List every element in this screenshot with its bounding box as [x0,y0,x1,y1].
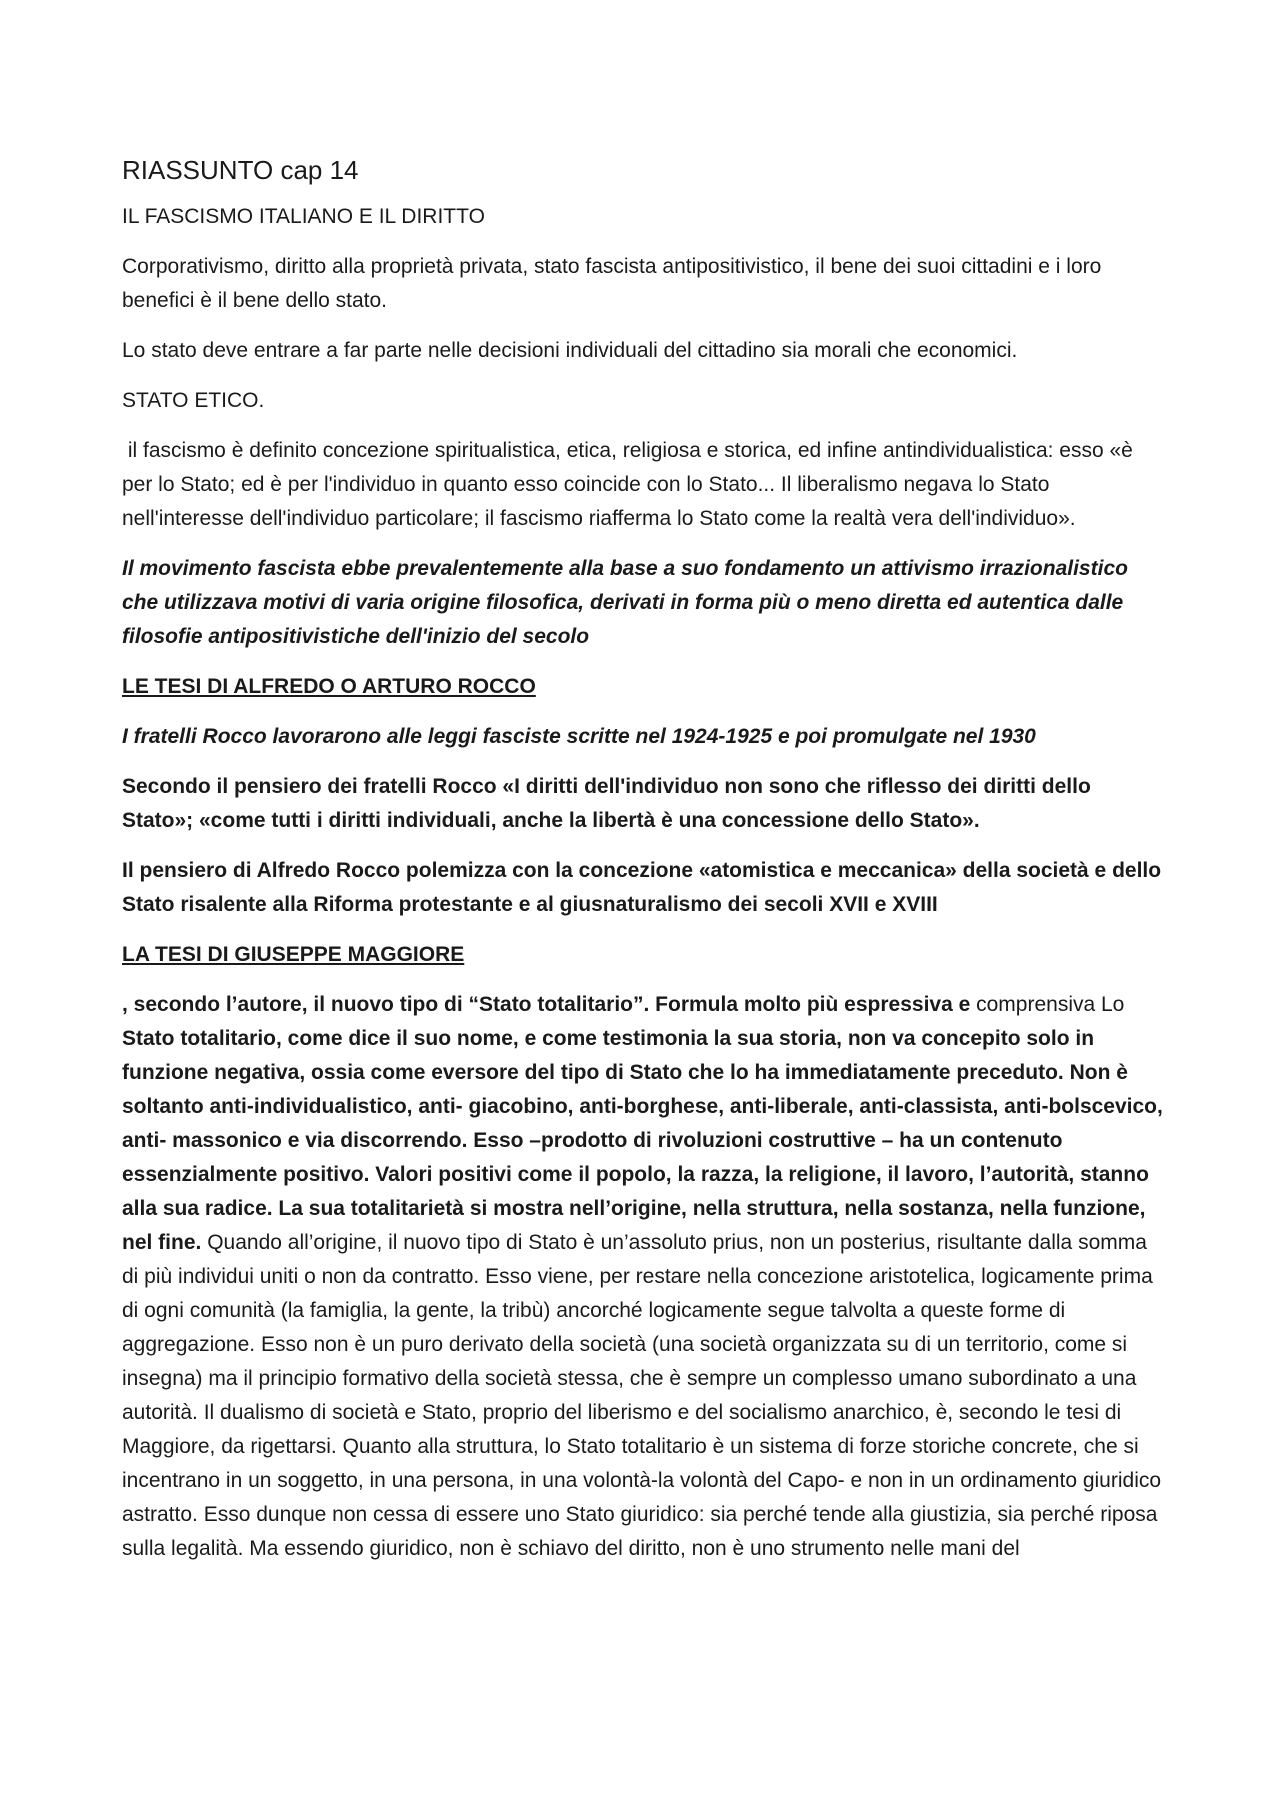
section-heading-fascism: IL FASCISMO ITALIANO E IL DIRITTO [122,205,485,228]
paragraph-rocco-thought: Secondo il pensiero dei fratelli Rocco «I diritti dell'individuo non sono che riflesso dei diritti dello Stato»; «come tutti i diritti individuali, anche la libertà è una concessione dello Stato». [122,775,1091,832]
paragraph-fascist-movement: Il movimento fascista ebbe prevalentemente alla base a suo fondamento un attivismo irrazionalistico che utilizzava motivi di varia origine filosofica, derivati in forma più o meno diretta ed autentica dalle filosofie antipositivistiche dell'inizio del secolo [122,557,1128,648]
totalitarian-plain-body: Quando all’origine, il nuovo tipo di Stato è un’assoluto prius, non un posterius, risultante dalla somma di più individui uniti o non da contratto. Esso viene, per restare nella concezione aristotelica, logicamente prima di ogni comunità (la famiglia, la gente, la tribù) ancorché logicamente segue talvolta a queste forme di aggregazione. Esso non è un puro derivato della società (una società organizzata su di un territorio, come si insegna) ma il principio formativo della società stessa, che è sempre un complesso umano subordinato a una autorità. Il dualismo di società e Stato, proprio del liberismo e del socialismo anarchico, è, secondo le tesi di Maggiore, da rigettarsi. Quanto alla struttura, lo Stato totalitario è un sistema di forze storiche concrete, che si incentrano in un soggetto, in una persona, in una volontà-la volontà del Capo- e non in un ordinamento giuridico astratto. Esso dunque non cessa di essere uno Stato giuridico: sia perché tende alla giustizia, sia perché riposa sulla legalità. Ma essendo giuridico, non è schiavo del diritto, non è uno strumento nelle mani del [122,1231,1162,1560]
document-title: RIASSUNTO cap 14 [122,155,359,185]
paragraph-rocco-brothers: I fratelli Rocco lavorarono alle leggi fasciste scritte nel 1924-1925 e poi promulgate nel 1930 [122,725,1036,748]
totalitarian-intro-bold: , secondo l’autore, il nuovo tipo di “Stato totalitario”. Formula molto più espressiva e [122,993,971,1016]
totalitarian-bold-body: Stato totalitario, come dice il suo nome, e come testimonia la sua storia, non va concepito solo in funzione negativa, ossia come eversore del tipo di Stato che lo ha immediatamente preceduto. Non è soltanto anti-individualistico, anti- giacobino, anti-borghese, anti-liberale, anti-classista, anti-bolscevico, anti- massonico e via discorrendo. Esso –prodotto di rivoluzioni costruttive – ha un contenuto essenzialmente positivo. Valori positivi come il popolo, la razza, la religione, il lavoro, l’autorità, stanno alla sua radice. La sua totalitarietà si mostra nell’origine, nella struttura, nella sostanza, nella funzione, nel fine. [122,1027,1163,1254]
paragraph-state-decisions: Lo stato deve entrare a far parte nelle decisioni individuali del cittadino sia morali che economici. [122,339,1018,362]
paragraph-fascism-definition: il fascismo è definito concezione spiritualistica, etica, religiosa e storica, ed infine antindividualistica: esso «è per lo Stato; ed è per l'individuo in quanto esso coincide con lo Stato... Il liberalismo negava lo Stato nell'interesse dell'individuo particolare; il fascismo riafferma lo Stato come la realtà vera dell'individuo». [122,439,1139,530]
paragraph-alfredo-rocco: Il pensiero di Alfredo Rocco polemizza con la concezione «atomistica e meccanica» della società e dello Stato risalente alla Riforma protestante e al giusnaturalismo dei secoli XVII e XVIII [122,859,1162,916]
totalitarian-intro-plain: comprensiva Lo [970,993,1125,1016]
section-heading-maggiore: LA TESI DI GIUSEPPE MAGGIORE [122,943,465,966]
section-heading-rocco: LE TESI DI ALFREDO O ARTURO ROCCO [122,675,536,698]
paragraph-ethical-state: STATO ETICO. [122,389,265,412]
paragraph-corporativism: Corporativismo, diritto alla proprietà privata, stato fascista antipositivistico, il bene dei suoi cittadini e i loro benefici è il bene dello stato. [122,255,1102,312]
paragraph-totalitarian-state [122,988,1167,1566]
document-page [122,152,1167,1582]
